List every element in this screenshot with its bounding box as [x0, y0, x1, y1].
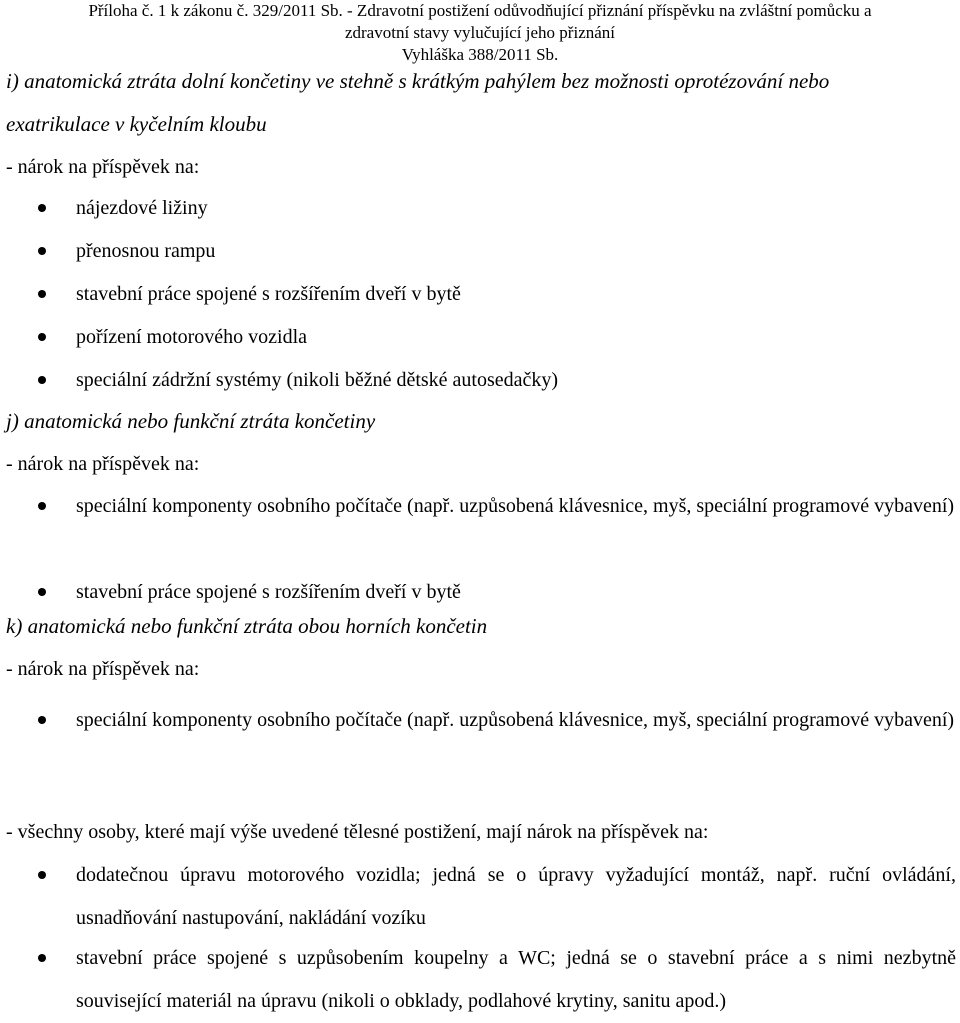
list-item: speciální komponenty osobního počítače (např. uzpůsobená klávesnice, myš, speciální programové vybavení): [76, 709, 955, 731]
list-item: nájezdové ližiny: [76, 197, 208, 219]
bullet-icon: [38, 290, 46, 298]
document-header: [0, 0, 960, 66]
list-item: speciální zádržní systémy (nikoli běžné dětské autosedačky): [76, 369, 559, 391]
section-k-claim: - nárok na příspěvek na:: [6, 658, 200, 680]
list-item: stavební práce spojené s rozšířením dveří v bytě: [76, 283, 461, 305]
list-item: stavební práce spojené s uzpůsobením koupelny a WC; jedná se o stavební práce a s nimi nezbytně související materiál na úpravu (nikoli o obklady, podlahové krytiny, sanitu apod.): [76, 947, 956, 1012]
bullet-icon: [38, 954, 46, 962]
header-line-1: Příloha č. 1 k zákonu č. 329/2011 Sb. - Zdravotní postižení odůvodňující přiznání příspěvku na zvláštní pomůcku a: [88, 1, 872, 20]
bullet-icon: [38, 333, 46, 341]
section-j-title: j) anatomická nebo funkční ztráta končetiny: [6, 409, 376, 433]
section-j-claim: - nárok na příspěvek na:: [6, 453, 200, 475]
list-item: přenosnou rampu: [76, 240, 216, 262]
bullet-icon: [38, 247, 46, 255]
bullet-icon: [38, 502, 46, 510]
bullet-icon: [38, 204, 46, 212]
header-line-3: Vyhláška 388/2011 Sb.: [401, 45, 559, 64]
bullet-icon: [38, 716, 46, 724]
header-line-2: zdravotní stavy vylučující jeho přiznání: [344, 23, 616, 42]
section-i-title-line-1: i) anatomická ztráta dolní končetiny ve stehně s krátkým pahýlem bez možnosti oprotézování nebo: [6, 69, 830, 93]
bullet-icon: [38, 588, 46, 596]
bullet-icon: [38, 376, 46, 384]
section-i-claim: - nárok na příspěvek na:: [6, 156, 200, 178]
bullet-icon: [38, 871, 46, 879]
section-k-title: k) anatomická nebo funkční ztráta obou horních končetin: [6, 614, 488, 638]
list-item: stavební práce spojené s rozšířením dveří v bytě: [76, 581, 461, 603]
list-item: dodatečnou úpravu motorového vozidla; jedná se o úpravy vyžadující montáž, např. ruční ovládání, usnadňování nastupování, nakládání vozíku: [76, 864, 956, 929]
section-i-title-line-2: exatrikulace v kyčelním kloubu: [6, 112, 267, 136]
list-item: speciální komponenty osobního počítače (např. uzpůsobená klávesnice, myš, speciální programové vybavení): [76, 495, 955, 517]
general-claim: - všechny osoby, které mají výše uvedené tělesné postižení, mají nárok na příspěvek na:: [6, 821, 709, 843]
list-item: pořízení motorového vozidla: [76, 326, 308, 348]
